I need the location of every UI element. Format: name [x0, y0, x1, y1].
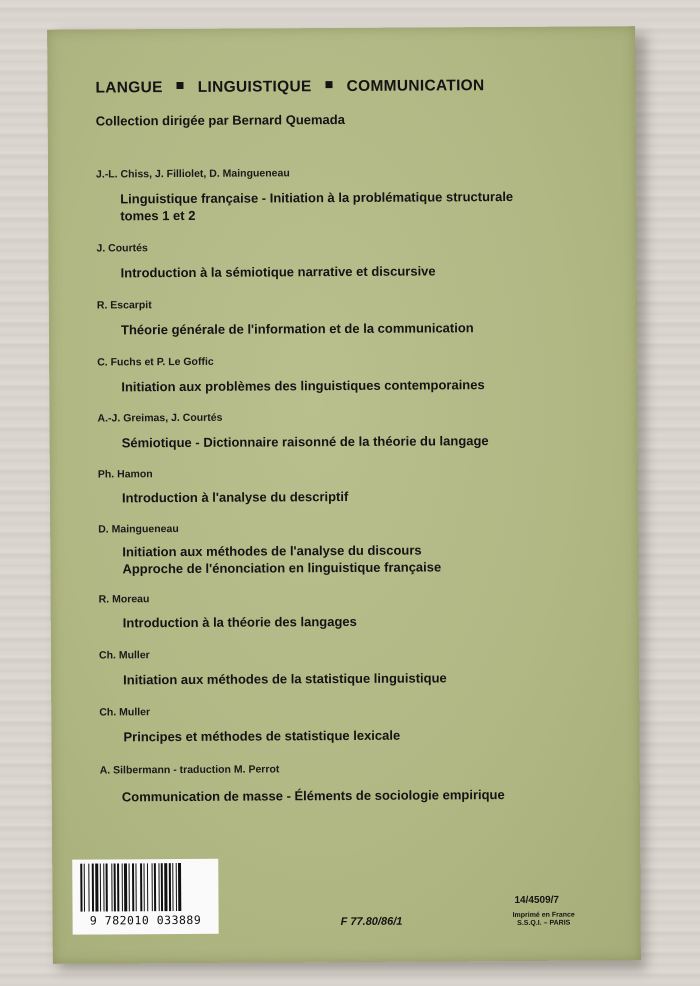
book-title: Principes et méthodes de statistique lexicale: [123, 727, 401, 745]
book-author: J.-L. Chiss, J. Filliolet, D. Maingueneau: [96, 167, 290, 181]
catalog-code: 14/4509/7: [514, 894, 560, 906]
book-title-line2: tomes 1 et 2: [120, 207, 196, 224]
book-title: Initiation aux méthodes de l'analyse du discours: [122, 542, 422, 560]
book-title: Initiation aux problèmes des linguistiques contemporaines: [121, 377, 485, 395]
book-author: C. Fuchs et P. Le Goffic: [97, 355, 214, 369]
book-title: Initiation aux méthodes de la statistique linguistique: [123, 670, 447, 688]
book-title: Linguistique française - Initiation à la problématique structurale: [120, 188, 514, 207]
book-author: Ph. Hamon: [97, 468, 153, 481]
imprint-line: Imprimé en France: [512, 911, 575, 919]
series-title: [95, 77, 484, 97]
book-title-line2: Approche de l'énonciation en linguistique française: [122, 559, 442, 577]
collection-editor: Collection dirigée par Bernard Quemada: [95, 111, 345, 129]
book-author: J. Courtés: [96, 242, 148, 255]
book-author: R. Moreau: [98, 593, 150, 606]
book-title: Communication de masse - Éléments de sociologie empirique: [121, 787, 505, 805]
printer-imprint: [513, 912, 575, 928]
series-word-langue: LANGUE: [95, 79, 163, 97]
book-author: R. Escarpit: [96, 299, 152, 312]
barcode-bars: [78, 863, 212, 914]
book-author: A.-J. Greimas, J. Courtés: [97, 411, 223, 425]
imprint-line: S.S.Q.I. – PARIS: [517, 919, 571, 927]
book-author: Ch. Muller: [98, 649, 150, 662]
book-title: Introduction à l'analyse du descriptif: [121, 488, 349, 506]
book-title: Introduction à la théorie des langages: [122, 613, 357, 631]
book-title: Théorie générale de l'information et de la communication: [120, 320, 474, 338]
square-bullet-icon: [326, 81, 333, 88]
series-word-linguistique: LINGUISTIQUE: [197, 78, 312, 96]
series-word-communication: COMMUNICATION: [346, 77, 485, 95]
book-author: D. Maingueneau: [98, 523, 179, 536]
square-bullet-icon: [177, 82, 184, 89]
barcode: [72, 859, 218, 935]
book-author: Ch. Muller: [99, 706, 151, 719]
book-author: A. Silbermann - traduction M. Perrot: [99, 763, 280, 777]
price-code: F 77.80/86/1: [340, 915, 403, 929]
isbn-number: 9 782010 033889: [89, 912, 202, 928]
book-title: Sémiotique - Dictionnaire raisonné de la théorie du langage: [121, 433, 489, 451]
book-title: Introduction à la sémiotique narrative et discursive: [120, 263, 436, 281]
book-back-cover: [47, 26, 641, 964]
